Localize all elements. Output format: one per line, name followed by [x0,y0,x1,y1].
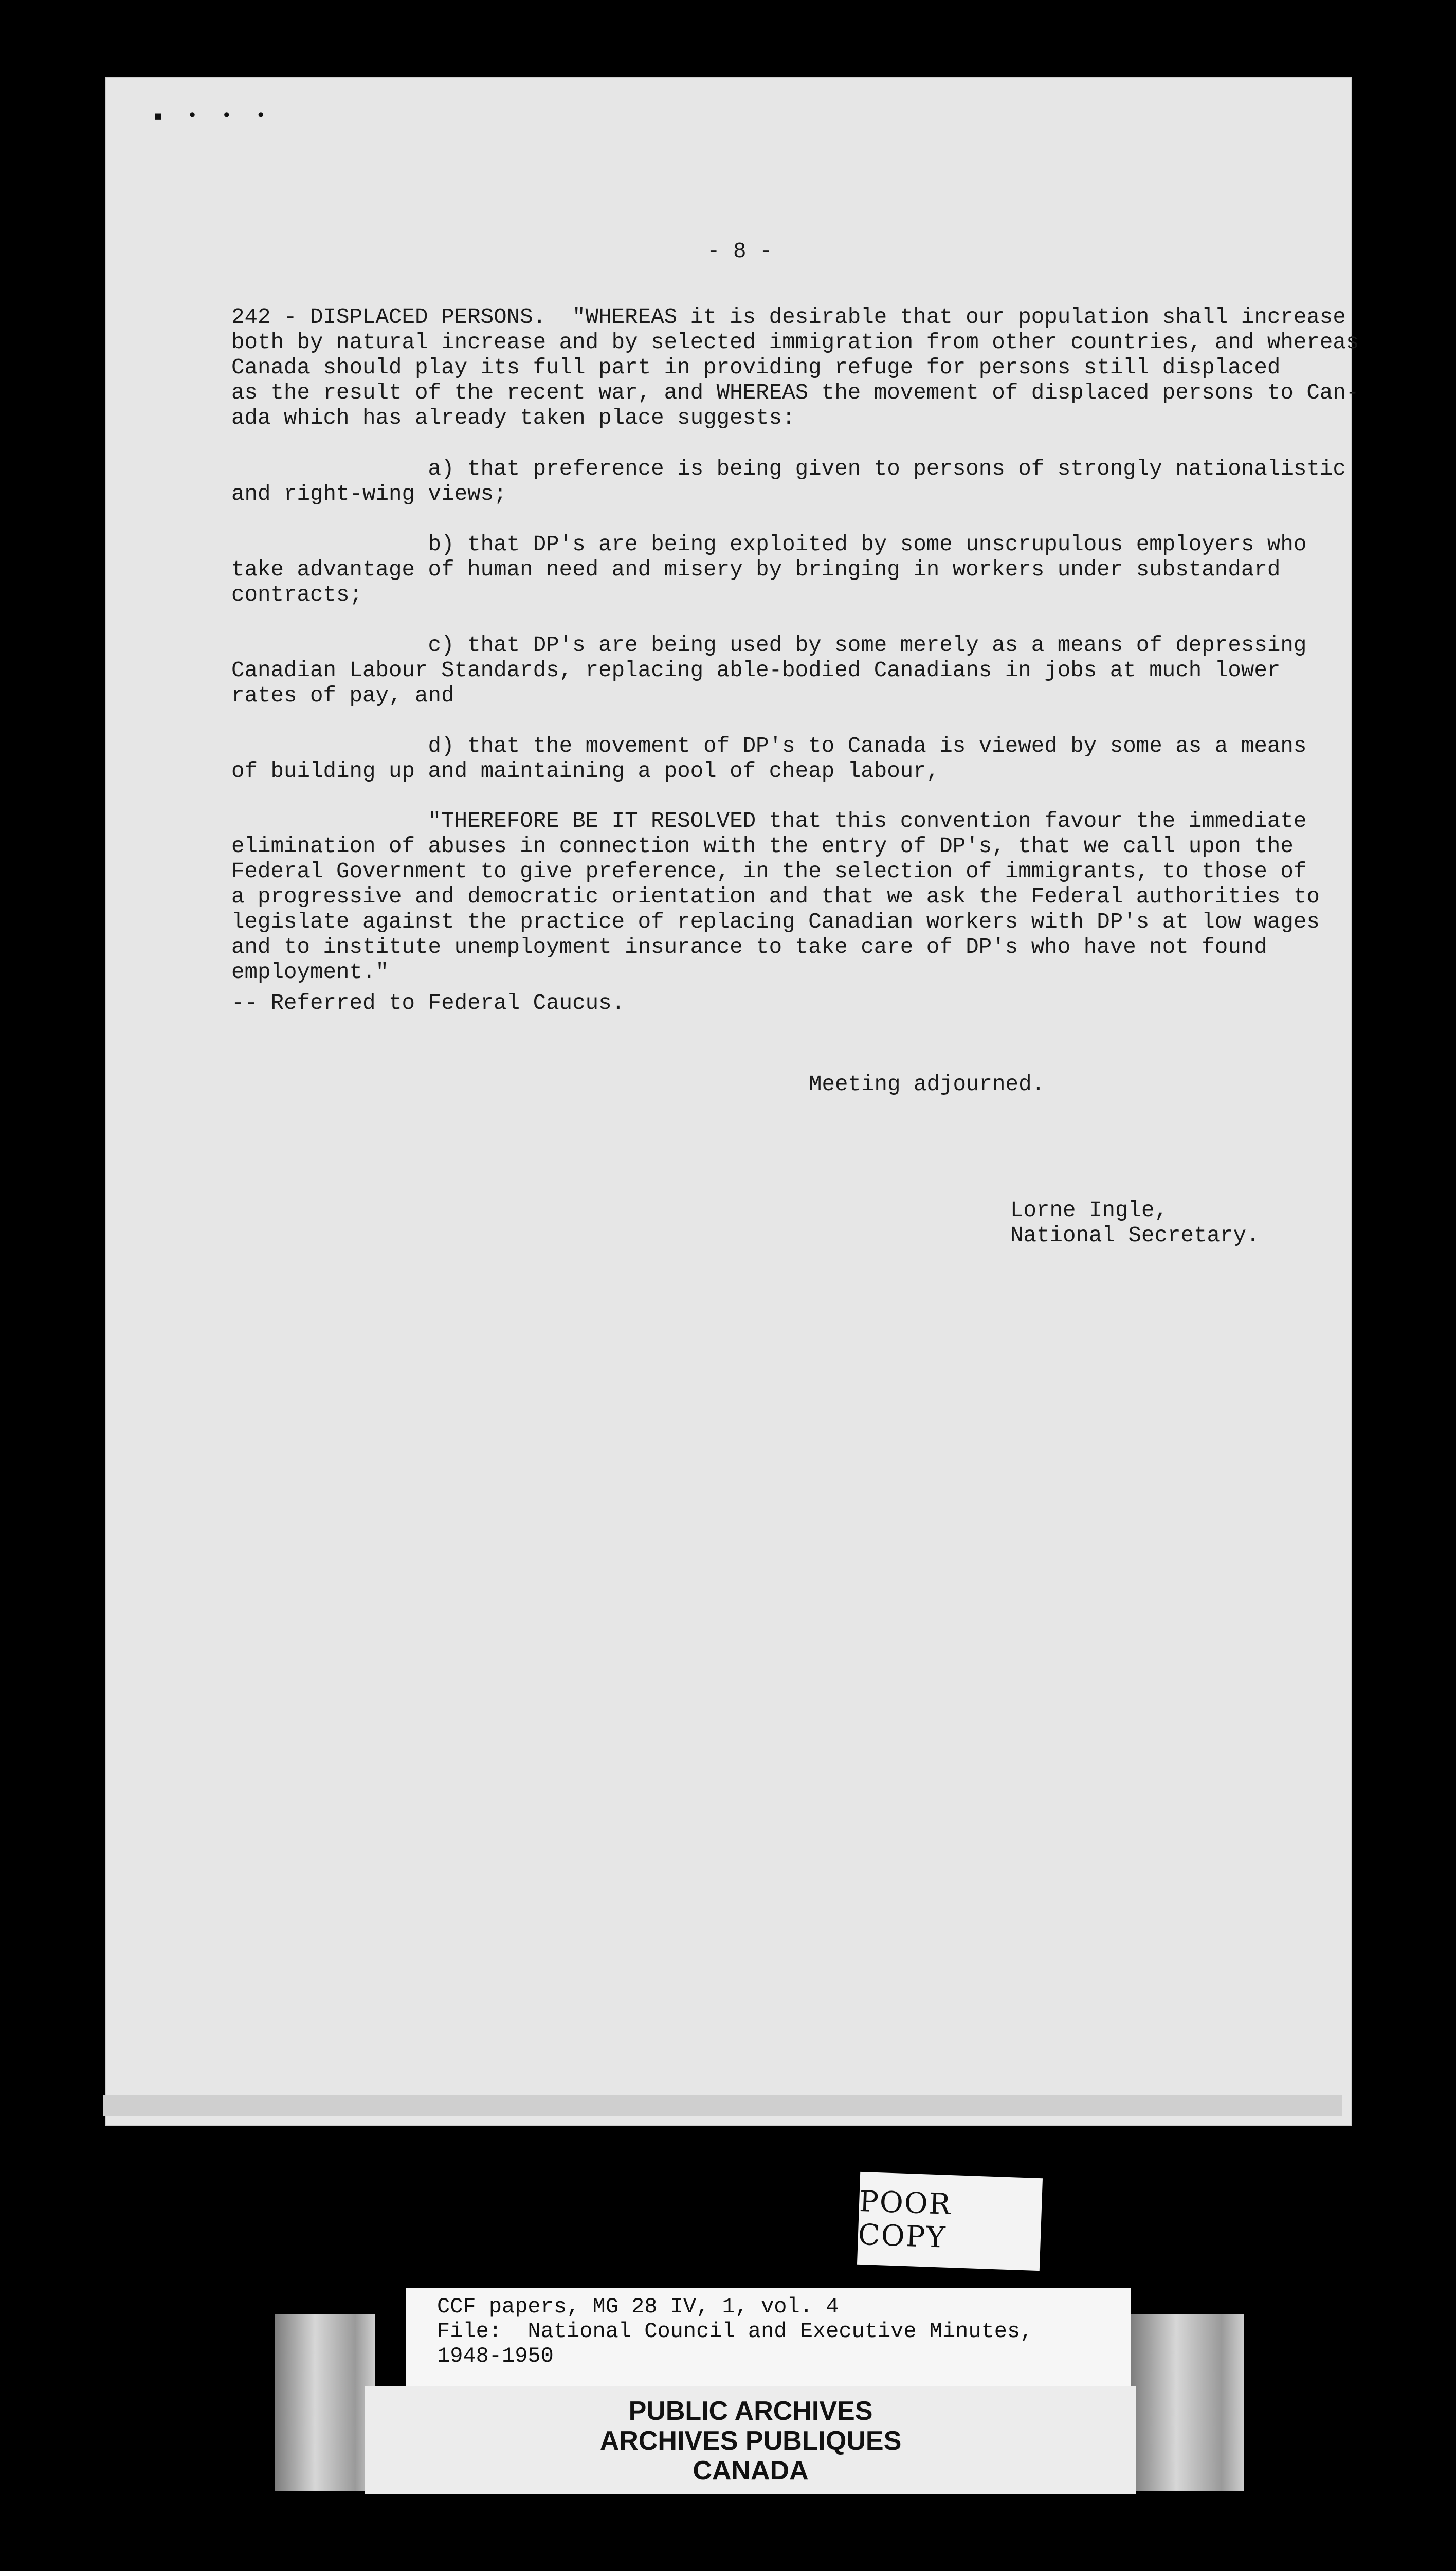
resolution-item-b: b) that DP's are being exploited by some unscrupulous employers who take advantage of human need and misery by bringing in workers under substandard contracts; [231,532,1307,607]
resolution-item-a: a) that preference is being given to persons of strongly nationalistic and right-wing views; [231,457,1346,506]
archive-strip-left [275,2314,375,2491]
meeting-adjourned: Meeting adjourned. [809,1072,1045,1097]
archive-name-en: PUBLIC ARCHIVES [628,2396,873,2426]
resolution-item-d: d) that the movement of DP's to Canada is viewed by some as a means of building up and maintaining a pool of cheap labour, [231,734,1307,784]
signature-block: Lorne Ingle, National Secretary. [1010,1198,1260,1248]
archive-name-country: CANADA [693,2456,809,2486]
referred-note: -- Referred to Federal Caucus. [231,991,625,1016]
resolution-intro: 242 - DISPLACED PERSONS. "WHEREAS it is desirable that our population shall increase both by natural increase and by selected immigration from other countries, and whereas Canada should play its full part in providing refuge for persons still displaced as the result of the recent war, and WHEREAS the movement of displaced persons to Can- ada which has already taken place suggests: [231,305,1359,430]
archive-strip-right [1131,2314,1244,2491]
corner-marks: ▪ • • • [153,105,273,125]
page-edge [103,2095,1342,2116]
archive-name-fr: ARCHIVES PUBLIQUES [599,2426,902,2456]
poor-copy-stamp: POOR COPY [857,2172,1043,2271]
resolution-therefore: "THEREFORE BE IT RESOLVED that this convention favour the immediate elimination of abuses in connection with the entry of DP's, that we call upon the Federal Government to give preference, in the selection of immigrants, to those of a progressive and democratic orientation and that we ask the Federal authorities to legislate against the practice of replacing Canadian workers with DP's at low wages and to institute unemployment insurance to take care of DP's who have not found employment." [231,809,1320,985]
page-number: - 8 - [707,239,773,264]
resolution-item-c: c) that DP's are being used by some merely as a means of depressing Canadian Labour Standards, replacing able-bodied Canadians in jobs at much lower rates of pay, and [231,633,1307,708]
archive-file-info: CCF papers, MG 28 IV, 1, vol. 4 File: National Council and Executive Minutes, 1948-1950 [437,2294,1033,2368]
archive-name [365,2396,1136,2486]
